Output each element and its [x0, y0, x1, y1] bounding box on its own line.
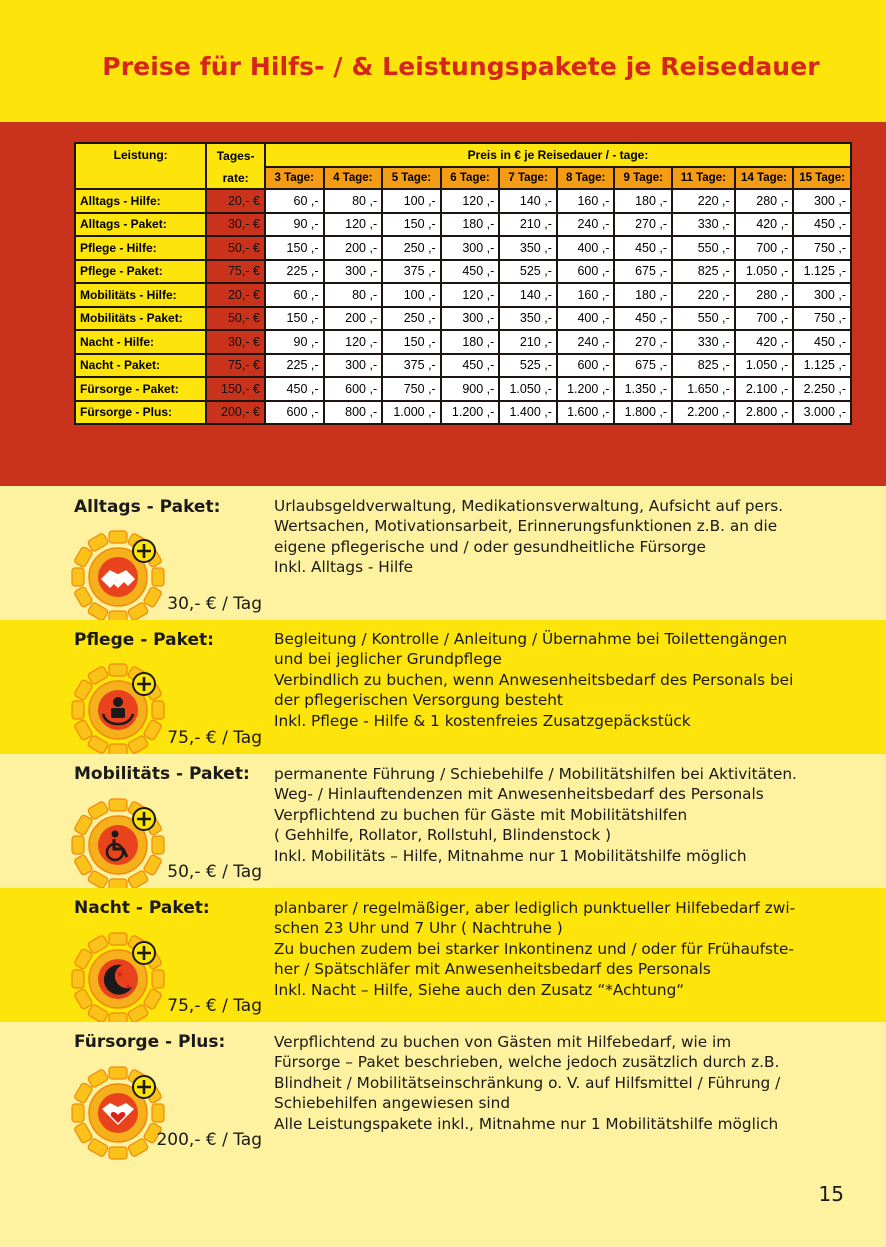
price-cell: 350 ,-	[499, 307, 557, 331]
package-section	[0, 754, 886, 888]
price-cell: 1.125 ,-	[793, 260, 851, 284]
price-cell: 2.200 ,-	[672, 401, 735, 425]
price-cell: 1.600 ,-	[557, 401, 615, 425]
price-cell: 2.250 ,-	[793, 377, 851, 401]
price-cell: 210 ,-	[499, 213, 557, 237]
price-cell: 700 ,-	[735, 236, 794, 260]
header-day: 3 Tage:	[265, 167, 324, 189]
price-cell: 1.000 ,-	[382, 401, 441, 425]
price-cell: 375 ,-	[382, 354, 441, 378]
price-cell: 330 ,-	[672, 330, 735, 354]
package-price: 30,- € / Tag	[167, 594, 262, 614]
price-cell: 1.400 ,-	[499, 401, 557, 425]
price-cell: 200 ,-	[324, 307, 383, 331]
price-cell: 450 ,-	[265, 377, 324, 401]
package-title: Mobilitäts - Paket:	[74, 764, 250, 784]
price-cell: 220 ,-	[672, 283, 735, 307]
package-price: 50,- € / Tag	[167, 862, 262, 882]
price-cell: 420 ,-	[735, 330, 794, 354]
header-rate-bottom: rate:	[206, 167, 265, 189]
price-cell: 1.650 ,-	[672, 377, 735, 401]
package-description	[274, 629, 854, 731]
price-cell: 160 ,-	[557, 189, 615, 213]
price-cell: 150 ,-	[382, 213, 441, 237]
description-line: Wertsachen, Motivationsarbeit, Erinnerungsfunktionen z.B. an die	[274, 517, 778, 536]
table-row	[75, 330, 851, 354]
price-cell: 120 ,-	[441, 283, 500, 307]
price-cell: 240 ,-	[557, 330, 615, 354]
row-rate: 50,- €	[206, 236, 265, 260]
header-day: 5 Tage:	[382, 167, 441, 189]
package-section	[0, 620, 886, 754]
package-title: Alltags - Paket:	[74, 497, 221, 517]
price-cell: 200 ,-	[324, 236, 383, 260]
price-cell: 250 ,-	[382, 236, 441, 260]
row-rate: 20,- €	[206, 283, 265, 307]
table-row	[75, 307, 851, 331]
header-day: 6 Tage:	[441, 167, 500, 189]
price-cell: 280 ,-	[735, 283, 794, 307]
price-cell: 825 ,-	[672, 354, 735, 378]
package-title: Nacht - Paket:	[74, 898, 210, 918]
svg-text:★: ★	[124, 982, 132, 991]
package-title: Pflege - Paket:	[74, 630, 214, 650]
price-cell: 675 ,-	[614, 354, 672, 378]
price-cell: 1.050 ,-	[499, 377, 557, 401]
description-line: eigene pflegerische und / oder gesundheitliche Fürsorge	[274, 537, 706, 556]
row-rate: 50,- €	[206, 307, 265, 331]
row-rate: 75,- €	[206, 354, 265, 378]
price-cell: 1.125 ,-	[793, 354, 851, 378]
row-rate: 20,- €	[206, 189, 265, 213]
description-line: Begleitung / Kontrolle / Anleitung / Übernahme bei Toilettengängen	[274, 630, 788, 648]
description-line: und bei jeglicher Grundpflege	[274, 650, 502, 669]
row-name: Nacht - Hilfe:	[75, 330, 206, 354]
price-cell: 550 ,-	[672, 307, 735, 331]
price-cell: 140 ,-	[499, 283, 557, 307]
row-name: Nacht - Paket:	[75, 354, 206, 378]
package-price: 75,- € / Tag	[167, 996, 262, 1016]
row-rate: 30,- €	[206, 213, 265, 237]
price-cell: 525 ,-	[499, 260, 557, 284]
price-cell: 270 ,-	[614, 330, 672, 354]
description-line: schen 23 Uhr und 7 Uhr ( Nachtruhe )	[274, 919, 563, 938]
price-cell: 1.050 ,-	[735, 260, 794, 284]
package-section	[0, 888, 886, 1022]
price-cell: 100 ,-	[382, 283, 441, 307]
table-row	[75, 401, 851, 425]
price-cell: 240 ,-	[557, 213, 615, 237]
header-day: 7 Tage:	[499, 167, 557, 189]
description-line: her / Spätschläfer mit Anwesenheitsbedarf des Personals	[274, 960, 711, 979]
price-cell: 1.350 ,-	[614, 377, 672, 401]
price-cell: 450 ,-	[441, 260, 500, 284]
price-cell: 1.200 ,-	[441, 401, 500, 425]
price-cell: 400 ,-	[557, 236, 615, 260]
description-line: permanente Führung / Schiebehilfe / Mobilitätshilfen bei Aktivitäten.	[274, 765, 797, 783]
price-cell: 3.000 ,-	[793, 401, 851, 425]
price-cell: 225 ,-	[265, 260, 324, 284]
price-cell: 150 ,-	[265, 236, 324, 260]
price-cell: 180 ,-	[614, 283, 672, 307]
package-description	[274, 764, 854, 866]
table-row	[75, 354, 851, 378]
description-line: Verpflichtend zu buchen für Gäste mit Mobilitätshilfen	[274, 805, 688, 824]
price-cell: 250 ,-	[382, 307, 441, 331]
header-day: 15 Tage:	[793, 167, 851, 189]
price-cell: 400 ,-	[557, 307, 615, 331]
description-line: Verpflichtend zu buchen von Gästen mit Hilfebedarf, wie im	[274, 1033, 732, 1051]
price-cell: 330 ,-	[672, 213, 735, 237]
svg-text:★: ★	[115, 969, 125, 979]
row-rate: 30,- €	[206, 330, 265, 354]
header-day: 14 Tage:	[735, 167, 794, 189]
price-cell: 600 ,-	[265, 401, 324, 425]
price-cell: 750 ,-	[793, 236, 851, 260]
price-cell: 140 ,-	[499, 189, 557, 213]
price-cell: 80 ,-	[324, 189, 383, 213]
header-day: 8 Tage:	[557, 167, 615, 189]
price-cell: 280 ,-	[735, 189, 794, 213]
price-cell: 90 ,-	[265, 213, 324, 237]
price-cell: 120 ,-	[324, 330, 383, 354]
price-cell: 1.800 ,-	[614, 401, 672, 425]
package-description	[274, 1032, 854, 1134]
price-cell: 450 ,-	[441, 354, 500, 378]
description-line: Weg- / Hinlauftendenzen mit Anwesenheitsbedarf des Personals	[274, 785, 764, 804]
price-cell: 825 ,-	[672, 260, 735, 284]
price-cell: 80 ,-	[324, 283, 383, 307]
price-cell: 700 ,-	[735, 307, 794, 331]
price-cell: 60 ,-	[265, 189, 324, 213]
price-cell: 420 ,-	[735, 213, 794, 237]
price-cell: 600 ,-	[557, 260, 615, 284]
price-cell: 100 ,-	[382, 189, 441, 213]
price-cell: 180 ,-	[441, 213, 500, 237]
description-line: Inkl. Alltags - Hilfe	[274, 558, 414, 577]
package-price: 200,- € / Tag	[156, 1130, 262, 1150]
price-cell: 450 ,-	[793, 213, 851, 237]
description-line: ( Gehhilfe, Rollator, Rollstuhl, Blindenstock )	[274, 826, 612, 845]
header-price: Preis in € je Reisedauer / - tage:	[265, 143, 851, 167]
price-cell: 600 ,-	[324, 377, 383, 401]
price-cell: 120 ,-	[441, 189, 500, 213]
description-line: Inkl. Mobilitäts – Hilfe, Mitnahme nur 1 Mobilitätshilfe möglich	[274, 846, 747, 865]
price-cell: 300 ,-	[324, 354, 383, 378]
description-line: Fürsorge – Paket beschrieben, welche jedoch zusätzlich durch z.B.	[274, 1053, 780, 1072]
package-section	[0, 486, 886, 620]
header-day: 9 Tage:	[614, 167, 672, 189]
price-cell: 210 ,-	[499, 330, 557, 354]
table-row	[75, 189, 851, 213]
price-cell: 300 ,-	[441, 236, 500, 260]
price-cell: 270 ,-	[614, 213, 672, 237]
price-cell: 180 ,-	[441, 330, 500, 354]
row-name: Pflege - Paket:	[75, 260, 206, 284]
header-day: 11 Tage:	[672, 167, 735, 189]
description-line: der pflegerischen Versorgung besteht	[274, 691, 563, 710]
header-rate-top: Tages-	[206, 143, 265, 167]
row-name: Mobilitäts - Hilfe:	[75, 283, 206, 307]
price-cell: 525 ,-	[499, 354, 557, 378]
package-section	[0, 1022, 886, 1156]
description-line: Zu buchen zudem bei starker Inkontinenz und / oder für Frühaufste-	[274, 939, 794, 958]
price-cell: 450 ,-	[614, 236, 672, 260]
description-line: Urlaubsgeldverwaltung, Medikationsverwaltung, Aufsicht auf pers.	[274, 497, 784, 515]
price-cell: 300 ,-	[793, 189, 851, 213]
row-rate: 75,- €	[206, 260, 265, 284]
price-cell: 550 ,-	[672, 236, 735, 260]
description-line: planbarer / regelmäßiger, aber lediglich punktueller Hilfebedarf zwi-	[274, 899, 796, 917]
price-cell: 1.200 ,-	[557, 377, 615, 401]
price-cell: 90 ,-	[265, 330, 324, 354]
description-line: Alle Leistungspakete inkl., Mitnahme nur 1 Mobilitätshilfe möglich	[274, 1114, 779, 1133]
package-description	[274, 496, 854, 578]
price-cell: 600 ,-	[557, 354, 615, 378]
description-line: Verbindlich zu buchen, wenn Anwesenheitsbedarf des Personals bei	[274, 670, 794, 689]
row-name: Mobilitäts - Paket:	[75, 307, 206, 331]
header-leistung: Leistung:	[75, 143, 206, 189]
price-cell: 800 ,-	[324, 401, 383, 425]
package-price: 75,- € / Tag	[167, 728, 262, 748]
price-cell: 450 ,-	[793, 330, 851, 354]
price-cell: 1.050 ,-	[735, 354, 794, 378]
price-table	[74, 142, 852, 425]
table-row	[75, 236, 851, 260]
price-cell: 2.800 ,-	[735, 401, 794, 425]
price-cell: 60 ,-	[265, 283, 324, 307]
price-cell: 375 ,-	[382, 260, 441, 284]
price-cell: 225 ,-	[265, 354, 324, 378]
package-title: Fürsorge - Plus:	[74, 1032, 226, 1052]
price-cell: 750 ,-	[793, 307, 851, 331]
description-line: Inkl. Pflege - Hilfe & 1 kostenfreies Zusatzgepäckstück	[274, 711, 691, 730]
price-cell: 900 ,-	[441, 377, 500, 401]
description-line: Schiebehilfen angewiesen sind	[274, 1094, 511, 1113]
row-name: Fürsorge - Plus:	[75, 401, 206, 425]
price-cell: 750 ,-	[382, 377, 441, 401]
price-cell: 675 ,-	[614, 260, 672, 284]
price-cell: 300 ,-	[793, 283, 851, 307]
row-name: Alltags - Paket:	[75, 213, 206, 237]
row-name: Alltags - Hilfe:	[75, 189, 206, 213]
description-line: Blindheit / Mobilitätseinschränkung o. V. auf Hilfsmittel / Führung /	[274, 1073, 781, 1092]
table-row	[75, 213, 851, 237]
page-number: 15	[818, 1182, 844, 1206]
price-cell: 120 ,-	[324, 213, 383, 237]
row-name: Pflege - Hilfe:	[75, 236, 206, 260]
table-row	[75, 377, 851, 401]
row-rate: 200,- €	[206, 401, 265, 425]
table-row	[75, 283, 851, 307]
price-cell: 150 ,-	[382, 330, 441, 354]
description-line: Inkl. Nacht – Hilfe, Siehe auch den Zusatz “*Achtung“	[274, 980, 685, 999]
package-description	[274, 898, 854, 1000]
price-cell: 350 ,-	[499, 236, 557, 260]
table-row	[75, 260, 851, 284]
price-cell: 150 ,-	[265, 307, 324, 331]
page-title: Preise für Hilfs- / & Leistungspakete je Reisedauer	[102, 52, 820, 81]
price-cell: 300 ,-	[324, 260, 383, 284]
row-name: Fürsorge - Paket:	[75, 377, 206, 401]
price-cell: 220 ,-	[672, 189, 735, 213]
price-cell: 2.100 ,-	[735, 377, 794, 401]
price-cell: 450 ,-	[614, 307, 672, 331]
row-rate: 150,- €	[206, 377, 265, 401]
header-day: 4 Tage:	[324, 167, 383, 189]
price-cell: 160 ,-	[557, 283, 615, 307]
price-cell: 180 ,-	[614, 189, 672, 213]
price-cell: 300 ,-	[441, 307, 500, 331]
